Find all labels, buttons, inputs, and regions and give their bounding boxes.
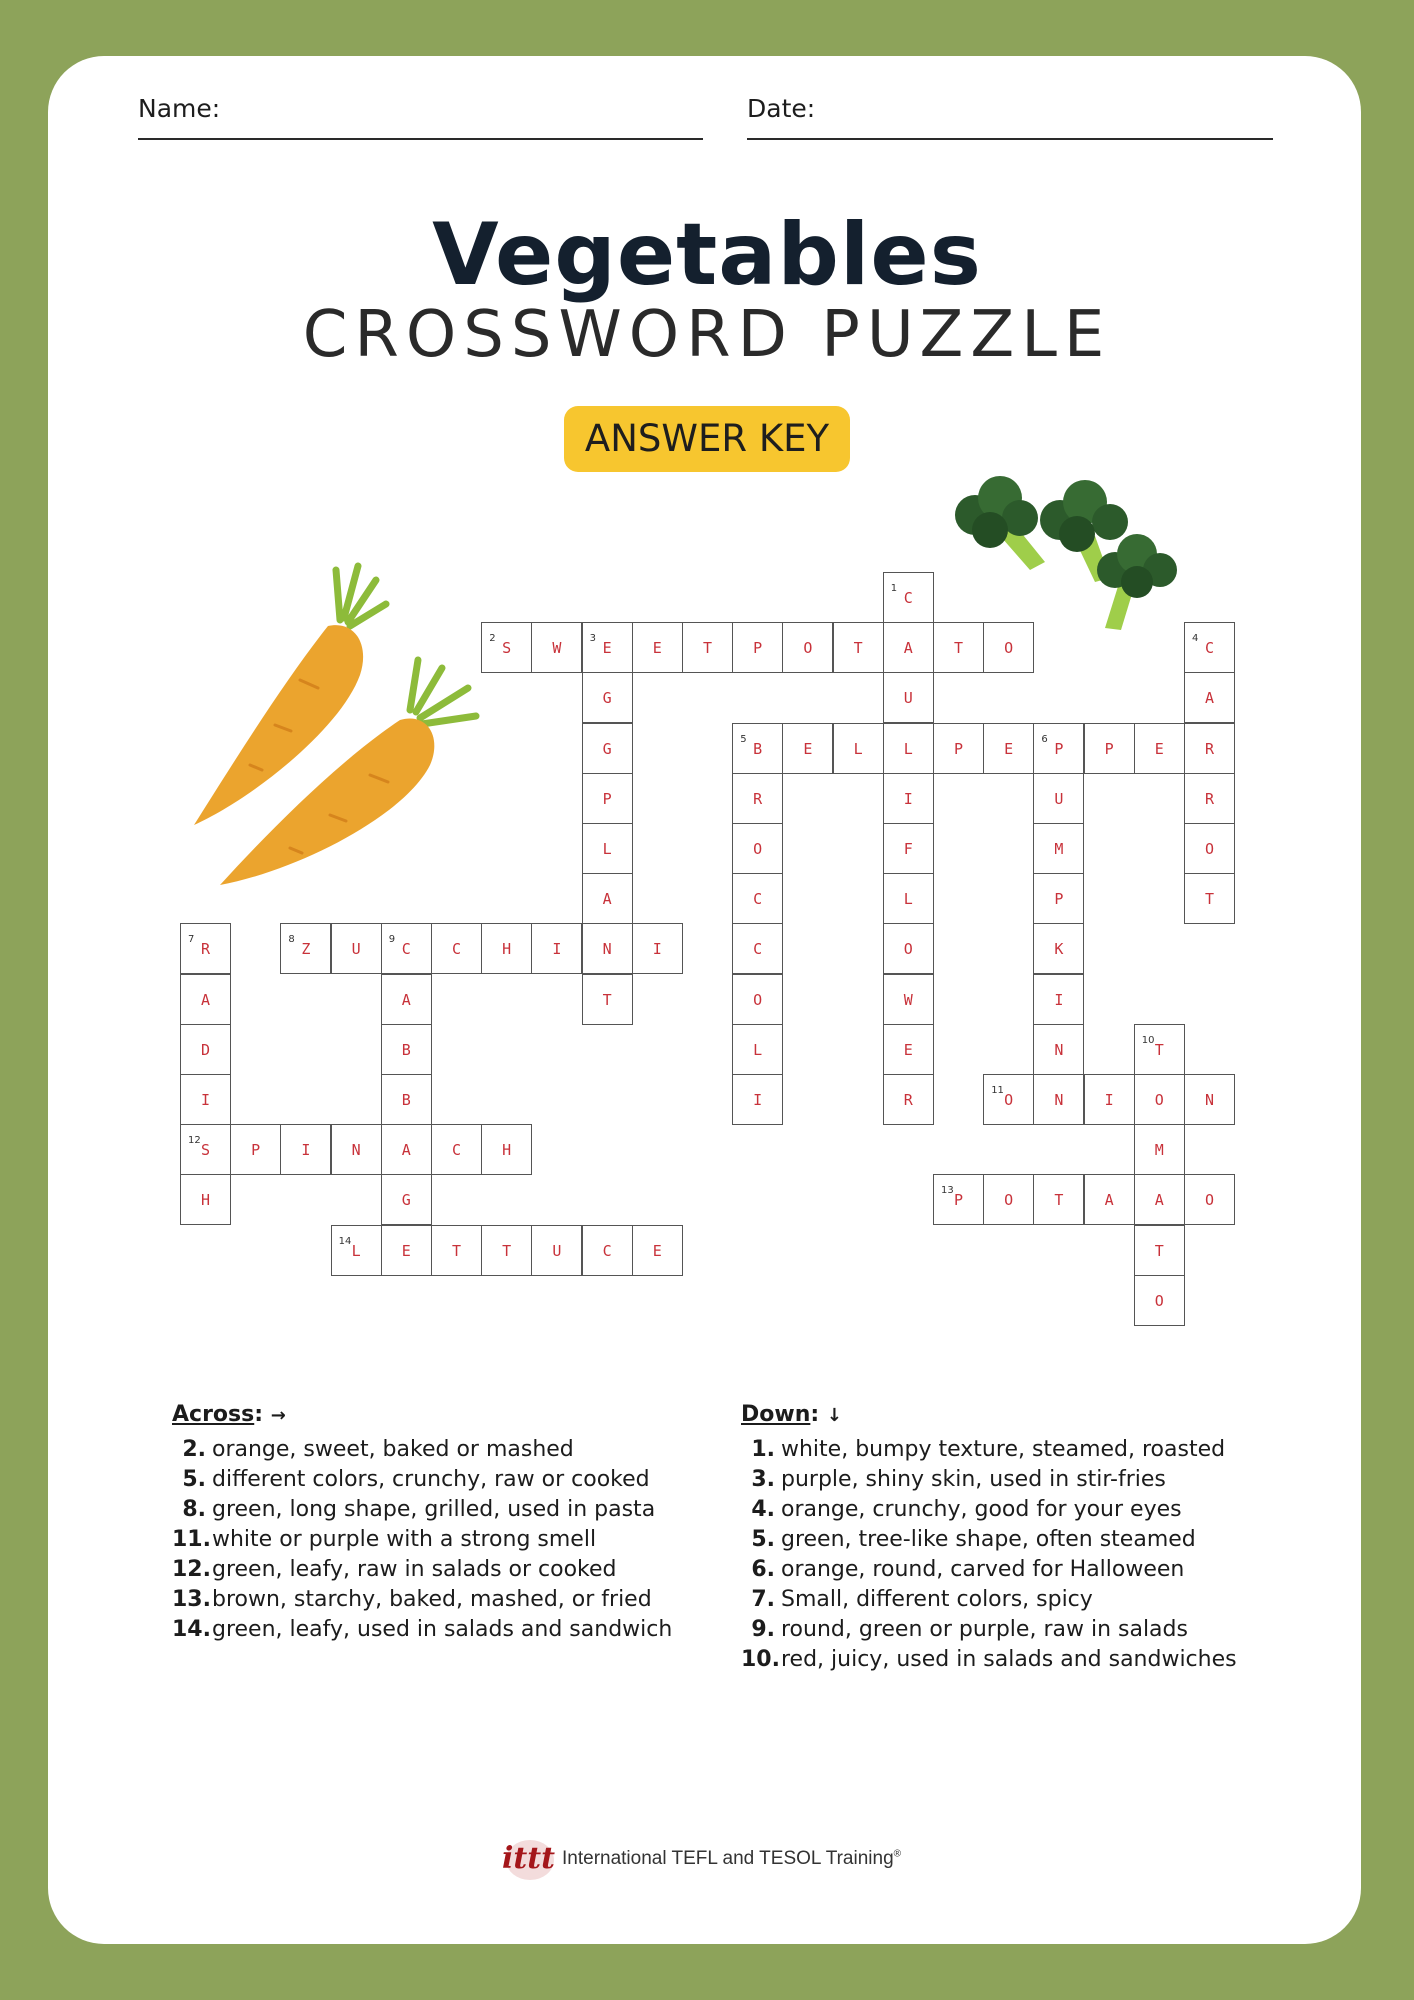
grid-cell[interactable] bbox=[1134, 1124, 1185, 1175]
answer-letter: M bbox=[1054, 840, 1064, 858]
grid-cell[interactable] bbox=[1084, 723, 1135, 774]
answer-letter: O bbox=[1154, 1091, 1164, 1109]
grid-cell[interactable] bbox=[1184, 873, 1235, 924]
answer-letter: C bbox=[753, 890, 763, 909]
grid-cell[interactable] bbox=[933, 622, 984, 673]
answer-letter: I bbox=[1104, 1091, 1114, 1109]
answer-letter: N bbox=[1204, 1091, 1215, 1109]
down-clue-list bbox=[741, 1435, 1237, 1675]
page-subtitle: CROSSWORD PUZZLE bbox=[302, 298, 1112, 372]
clue-text: round, green or purple, raw in salads bbox=[781, 1617, 1188, 1642]
answer-letter: O bbox=[1204, 1191, 1215, 1210]
answer-letter: O bbox=[903, 940, 913, 959]
answer-letter: A bbox=[200, 990, 211, 1009]
answer-letter: L bbox=[351, 1241, 361, 1260]
answer-letter: A bbox=[401, 990, 411, 1009]
clue-text: brown, starchy, baked, mashed, or fried bbox=[212, 1587, 652, 1612]
grid-cell[interactable] bbox=[1184, 1174, 1235, 1225]
grid-cell[interactable] bbox=[732, 823, 783, 874]
grid-cell[interactable] bbox=[582, 723, 633, 774]
grid-cell[interactable] bbox=[531, 923, 582, 974]
answer-letter: C bbox=[602, 1241, 612, 1260]
across-heading: Across bbox=[172, 1402, 255, 1427]
grid-cell[interactable] bbox=[230, 1124, 281, 1175]
clue-item bbox=[172, 1585, 672, 1615]
svg-text:ittt: ittt bbox=[502, 1841, 555, 1876]
grid-cell[interactable] bbox=[1033, 723, 1084, 774]
clue-number: 13 bbox=[941, 1185, 954, 1197]
grid-cell[interactable] bbox=[1184, 672, 1235, 723]
grid-cell[interactable] bbox=[732, 723, 783, 774]
grid-cell[interactable] bbox=[582, 873, 633, 924]
answer-letter: R bbox=[753, 789, 763, 808]
answer-letter: L bbox=[602, 840, 612, 858]
answer-letter: R bbox=[903, 1091, 913, 1109]
answer-letter: O bbox=[1154, 1291, 1164, 1310]
grid-cell[interactable] bbox=[883, 1024, 934, 1075]
grid-cell[interactable] bbox=[1084, 1074, 1135, 1125]
clue-text: orange, crunchy, good for your eyes bbox=[781, 1497, 1182, 1522]
grid-cell[interactable] bbox=[1033, 1074, 1084, 1125]
clue-number: 12. bbox=[172, 1557, 211, 1582]
answer-letter: G bbox=[401, 1191, 411, 1210]
clue-text: red, juicy, used in salads and sandwiches bbox=[781, 1647, 1237, 1672]
clue-text: green, long shape, grilled, used in pasta bbox=[212, 1497, 656, 1522]
answer-letter: E bbox=[903, 1040, 913, 1059]
date-label: Date: bbox=[747, 94, 816, 123]
clue-number: 1. bbox=[751, 1437, 775, 1462]
grid-cell[interactable] bbox=[983, 622, 1034, 673]
grid-cell[interactable] bbox=[331, 1124, 382, 1175]
grid-cell[interactable] bbox=[732, 622, 783, 673]
answer-letter: L bbox=[753, 1040, 763, 1059]
grid-cell[interactable] bbox=[1084, 1174, 1135, 1225]
grid-cell[interactable] bbox=[883, 723, 934, 774]
grid-cell[interactable] bbox=[381, 1225, 432, 1276]
answer-letter: P bbox=[753, 639, 763, 658]
clue-number: 14. bbox=[172, 1617, 211, 1642]
answer-letter: K bbox=[1054, 940, 1064, 959]
clue-text: white or purple with a strong smell bbox=[212, 1527, 597, 1552]
answer-letter: I bbox=[1054, 990, 1064, 1009]
answer-key-badge: ANSWER KEY bbox=[564, 406, 850, 472]
clue-number: 9 bbox=[388, 934, 396, 946]
grid-cell[interactable] bbox=[582, 622, 633, 673]
grid-cell[interactable] bbox=[682, 622, 733, 673]
grid-cell[interactable] bbox=[381, 1174, 432, 1225]
grid-cell[interactable] bbox=[1134, 1225, 1185, 1276]
grid-cell[interactable] bbox=[1184, 823, 1235, 874]
clue-number: 1 bbox=[890, 583, 898, 594]
grid-cell[interactable] bbox=[1134, 723, 1185, 774]
grid-cell[interactable] bbox=[180, 923, 231, 974]
answer-letter: B bbox=[753, 739, 763, 758]
clue-text: different colors, crunchy, raw or cooked bbox=[212, 1467, 650, 1492]
grid-cell[interactable] bbox=[1184, 1074, 1235, 1125]
answer-letter: S bbox=[200, 1141, 211, 1160]
answer-letter: I bbox=[301, 1141, 311, 1160]
answer-letter: L bbox=[903, 890, 913, 909]
grid-cell[interactable] bbox=[180, 1174, 231, 1225]
answer-letter: R bbox=[1204, 789, 1215, 808]
registered-mark: ® bbox=[893, 1848, 902, 1860]
grid-cell[interactable] bbox=[1184, 723, 1235, 774]
answer-letter: W bbox=[903, 990, 913, 1009]
answer-letter: E bbox=[652, 1241, 662, 1260]
grid-cell[interactable] bbox=[531, 1225, 582, 1276]
answer-letter: G bbox=[602, 739, 612, 758]
grid-cell[interactable] bbox=[933, 1174, 984, 1225]
clue-item bbox=[172, 1435, 672, 1465]
answer-letter: T bbox=[451, 1241, 462, 1260]
grid-cell[interactable] bbox=[782, 622, 833, 673]
right-arrow-icon: → bbox=[270, 1405, 286, 1426]
grid-cell[interactable] bbox=[632, 622, 683, 673]
grid-cell[interactable] bbox=[582, 773, 633, 824]
answer-letter: A bbox=[1104, 1191, 1114, 1210]
answer-letter: W bbox=[552, 639, 562, 658]
grid-cell[interactable] bbox=[883, 1074, 934, 1125]
answer-letter: E bbox=[401, 1241, 411, 1260]
grid-cell[interactable] bbox=[180, 1124, 231, 1175]
answer-letter: T bbox=[502, 1241, 512, 1260]
grid-cell[interactable] bbox=[833, 622, 884, 673]
grid-cell[interactable] bbox=[280, 1124, 331, 1175]
clue-text: purple, shiny skin, used in stir-fries bbox=[781, 1467, 1166, 1492]
answer-letter: B bbox=[401, 1091, 411, 1109]
name-label: Name: bbox=[138, 94, 221, 123]
clue-number: 11 bbox=[991, 1085, 1004, 1096]
clue-number: 9. bbox=[751, 1617, 775, 1642]
answer-letter: H bbox=[502, 1141, 512, 1160]
answer-letter: R bbox=[200, 940, 211, 959]
answer-letter: B bbox=[401, 1040, 411, 1059]
grid-cell[interactable] bbox=[732, 974, 783, 1025]
grid-cell[interactable] bbox=[883, 823, 934, 874]
clue-number: 5. bbox=[751, 1527, 775, 1552]
grid-cell[interactable] bbox=[381, 974, 432, 1025]
answer-letter: A bbox=[1154, 1191, 1164, 1210]
clue-item bbox=[172, 1495, 672, 1525]
grid-cell[interactable] bbox=[1134, 1024, 1185, 1075]
answer-letter: U bbox=[552, 1241, 562, 1260]
grid-cell[interactable] bbox=[983, 723, 1034, 774]
grid-cell[interactable] bbox=[883, 622, 934, 673]
answer-letter: A bbox=[1204, 689, 1215, 708]
ittt-logo-icon bbox=[496, 1830, 560, 1886]
answer-letter: E bbox=[652, 639, 662, 658]
answer-letter: P bbox=[1054, 890, 1064, 909]
answer-letter: S bbox=[502, 639, 512, 658]
answer-letter: N bbox=[602, 940, 612, 959]
grid-cell[interactable] bbox=[632, 1225, 683, 1276]
clue-number: 11. bbox=[172, 1527, 211, 1552]
clue-number: 14 bbox=[338, 1235, 352, 1247]
grid-cell[interactable] bbox=[1033, 773, 1084, 824]
answer-letter: E bbox=[602, 639, 612, 658]
grid-cell[interactable] bbox=[1033, 823, 1084, 874]
clue-text: Small, different colors, spicy bbox=[781, 1587, 1093, 1612]
answer-letter: T bbox=[702, 639, 713, 658]
clue-text: green, tree-like shape, often steamed bbox=[781, 1527, 1196, 1552]
grid-cell[interactable] bbox=[431, 1124, 482, 1175]
clue-item bbox=[172, 1465, 672, 1495]
answer-letter: O bbox=[1004, 1091, 1014, 1109]
answer-letter: C bbox=[1204, 639, 1215, 658]
clue-number: 13. bbox=[172, 1587, 211, 1612]
grid-cell[interactable] bbox=[1184, 773, 1235, 824]
grid-cell[interactable] bbox=[883, 572, 934, 623]
grid-cell[interactable] bbox=[431, 923, 482, 974]
clue-number: 4. bbox=[751, 1497, 775, 1522]
answer-letter: I bbox=[652, 940, 662, 959]
answer-letter: C bbox=[903, 589, 913, 607]
grid-cell[interactable] bbox=[732, 923, 783, 974]
grid-cell[interactable] bbox=[1033, 873, 1084, 924]
clue-number: 2. bbox=[182, 1437, 206, 1462]
clue-number: 3 bbox=[589, 633, 596, 645]
clue-item bbox=[741, 1585, 1237, 1615]
answer-letter: U bbox=[1054, 789, 1064, 808]
answer-letter: C bbox=[451, 940, 462, 959]
answer-letter: C bbox=[401, 940, 411, 959]
clue-item bbox=[172, 1525, 672, 1555]
answer-letter: P bbox=[1104, 739, 1114, 758]
answer-letter: A bbox=[903, 639, 913, 658]
grid-cell[interactable] bbox=[582, 823, 633, 874]
answer-letter: P bbox=[953, 1191, 964, 1210]
answer-letter: F bbox=[903, 840, 913, 858]
grid-cell[interactable] bbox=[180, 1074, 231, 1125]
across-clue-list bbox=[172, 1435, 672, 1645]
answer-letter: A bbox=[602, 890, 612, 909]
grid-cell[interactable] bbox=[933, 723, 984, 774]
answer-letter: T bbox=[953, 639, 964, 658]
clue-number: 10 bbox=[1141, 1034, 1155, 1046]
grid-cell[interactable] bbox=[481, 1225, 532, 1276]
grid-cell[interactable] bbox=[833, 723, 884, 774]
answer-letter: I bbox=[753, 1091, 763, 1109]
grid-cell[interactable] bbox=[732, 1024, 783, 1075]
org-name: International TEFL and TESOL Training bbox=[562, 1848, 894, 1869]
grid-cell[interactable] bbox=[180, 1024, 231, 1075]
clue-number: 12 bbox=[188, 1135, 201, 1147]
clue-text: green, leafy, used in salads and sandwich bbox=[212, 1617, 673, 1642]
grid-cell[interactable] bbox=[381, 1074, 432, 1125]
grid-cell[interactable] bbox=[983, 1174, 1034, 1225]
grid-cell[interactable] bbox=[883, 773, 934, 824]
grid-cell[interactable] bbox=[531, 622, 582, 673]
clue-number: 4 bbox=[1192, 633, 1199, 645]
grid-cell[interactable] bbox=[782, 723, 833, 774]
grid-cell[interactable] bbox=[431, 1225, 482, 1276]
grid-cell[interactable] bbox=[1033, 974, 1084, 1025]
answer-letter: P bbox=[602, 789, 612, 808]
footer-logo bbox=[496, 1830, 926, 1886]
clue-item bbox=[172, 1555, 672, 1585]
answer-letter: T bbox=[602, 990, 612, 1009]
grid-cell[interactable] bbox=[1134, 1074, 1185, 1125]
answer-letter: T bbox=[1054, 1191, 1064, 1210]
grid-cell[interactable] bbox=[582, 923, 633, 974]
grid-cell[interactable] bbox=[280, 923, 331, 974]
answer-letter: T bbox=[1154, 1040, 1164, 1059]
grid-cell[interactable] bbox=[1134, 1275, 1185, 1326]
answer-letter: Z bbox=[301, 940, 311, 959]
clue-item bbox=[741, 1465, 1237, 1495]
clue-number: 10. bbox=[741, 1647, 780, 1672]
grid-cell[interactable] bbox=[1033, 1174, 1084, 1225]
grid-cell[interactable] bbox=[180, 974, 231, 1025]
answer-letter: A bbox=[401, 1141, 411, 1160]
grid-cell[interactable] bbox=[582, 1225, 633, 1276]
clue-number: 2 bbox=[489, 633, 496, 645]
answer-letter: H bbox=[200, 1191, 211, 1210]
clue-number: 5. bbox=[182, 1467, 206, 1492]
answer-letter: O bbox=[1204, 840, 1215, 858]
answer-letter: T bbox=[1204, 890, 1215, 909]
answer-letter: T bbox=[1154, 1241, 1164, 1260]
grid-cell[interactable] bbox=[883, 923, 934, 974]
answer-letter: P bbox=[953, 739, 964, 758]
grid-cell[interactable] bbox=[331, 1225, 382, 1276]
grid-cell[interactable] bbox=[481, 923, 532, 974]
grid-cell[interactable] bbox=[1134, 1174, 1185, 1225]
answer-letter: N bbox=[1054, 1091, 1064, 1109]
down-arrow-icon: ↓ bbox=[826, 1405, 842, 1426]
clue-number: 6. bbox=[751, 1557, 775, 1582]
grid-cell[interactable] bbox=[481, 622, 532, 673]
clue-number: 8 bbox=[288, 934, 295, 946]
grid-cell[interactable] bbox=[883, 672, 934, 723]
answer-letter: L bbox=[853, 739, 863, 758]
grid-cell[interactable] bbox=[732, 1074, 783, 1125]
answer-letter: O bbox=[1004, 1191, 1014, 1210]
answer-letter: I bbox=[552, 940, 562, 959]
clue-item bbox=[741, 1615, 1237, 1645]
grid-cell[interactable] bbox=[331, 923, 382, 974]
clue-item bbox=[741, 1495, 1237, 1525]
answer-letter: O bbox=[1004, 639, 1014, 658]
clue-item bbox=[741, 1525, 1237, 1555]
answer-letter: C bbox=[451, 1141, 462, 1160]
answer-letter: L bbox=[903, 739, 913, 758]
answer-letter: E bbox=[1004, 739, 1014, 758]
answer-letter: I bbox=[200, 1091, 211, 1109]
grid-cell[interactable] bbox=[381, 1024, 432, 1075]
answer-letter: E bbox=[1154, 739, 1164, 758]
grid-cell[interactable] bbox=[983, 1074, 1034, 1125]
clue-number: 7 bbox=[188, 934, 195, 946]
answer-letter: O bbox=[803, 639, 813, 658]
clue-number: 3. bbox=[751, 1467, 775, 1492]
answer-letter: O bbox=[753, 840, 763, 858]
down-clues: Down: ↓ 1. white, bumpy texture, steamed, roasted 3. purple, shiny skin, used in stir-fries 4. orange, crunchy, good for your eyes 5. green, tree-like shape, often steamed 6. orange, round, carved for Halloween 7. Small, different colors, spicy 9. round, green or purple, raw in salads 10.red, juicy, used in salads and sandwiches bbox=[741, 1402, 1237, 1675]
grid-cell[interactable] bbox=[582, 974, 633, 1025]
answer-letter: U bbox=[903, 689, 913, 708]
answer-letter: C bbox=[753, 940, 763, 959]
grid-cell[interactable] bbox=[1033, 923, 1084, 974]
answer-letter: R bbox=[1204, 739, 1215, 758]
answer-letter: I bbox=[903, 789, 913, 808]
grid-cell[interactable] bbox=[732, 873, 783, 924]
grid-cell[interactable] bbox=[732, 773, 783, 824]
answer-letter: E bbox=[803, 739, 813, 758]
across-clues: Across: → 2. orange, sweet, baked or mashed 5. different colors, crunchy, raw or cooked 8. green, long shape, grilled, used in pasta 11.white or purple with a strong smell 12.green, leafy, raw in salads or cooked 13.brown, starchy, baked, mashed, or fried 14.green, leafy, used in salads and sandwich bbox=[172, 1402, 672, 1645]
grid-cell[interactable] bbox=[381, 923, 432, 974]
page-title: Vegetables bbox=[432, 205, 982, 305]
grid-cell[interactable] bbox=[381, 1124, 432, 1175]
answer-letter: N bbox=[1054, 1040, 1064, 1059]
answer-letter: G bbox=[602, 689, 612, 708]
clue-item bbox=[741, 1435, 1237, 1465]
clue-text: orange, sweet, baked or mashed bbox=[212, 1437, 574, 1462]
answer-letter: D bbox=[200, 1040, 211, 1059]
grid-cell[interactable] bbox=[1033, 1024, 1084, 1075]
clue-number: 8. bbox=[182, 1497, 206, 1522]
clue-number: 5 bbox=[740, 733, 747, 745]
clue-text: green, leafy, raw in salads or cooked bbox=[212, 1557, 617, 1582]
clue-item bbox=[741, 1555, 1237, 1585]
answer-letter: T bbox=[853, 639, 863, 658]
answer-letter: H bbox=[502, 940, 512, 959]
answer-letter: P bbox=[1054, 739, 1064, 758]
answer-letter: O bbox=[753, 990, 763, 1009]
clue-number: 6 bbox=[1041, 733, 1048, 745]
grid-cell[interactable] bbox=[632, 923, 683, 974]
answer-letter: U bbox=[351, 940, 361, 959]
grid-cell[interactable] bbox=[582, 672, 633, 723]
answer-letter: N bbox=[351, 1141, 361, 1160]
clue-text: orange, round, carved for Halloween bbox=[781, 1557, 1185, 1582]
clue-text: white, bumpy texture, steamed, roasted bbox=[781, 1437, 1226, 1462]
down-heading: Down bbox=[741, 1402, 811, 1427]
grid-cell[interactable] bbox=[883, 974, 934, 1025]
clue-number: 7. bbox=[751, 1587, 775, 1612]
answer-letter: P bbox=[251, 1141, 261, 1160]
grid-cell[interactable] bbox=[481, 1124, 532, 1175]
answer-letter: M bbox=[1154, 1141, 1164, 1160]
clue-item bbox=[741, 1645, 1237, 1675]
clue-item bbox=[172, 1615, 672, 1645]
grid-cell[interactable] bbox=[1184, 622, 1235, 673]
grid-cell[interactable] bbox=[883, 873, 934, 924]
